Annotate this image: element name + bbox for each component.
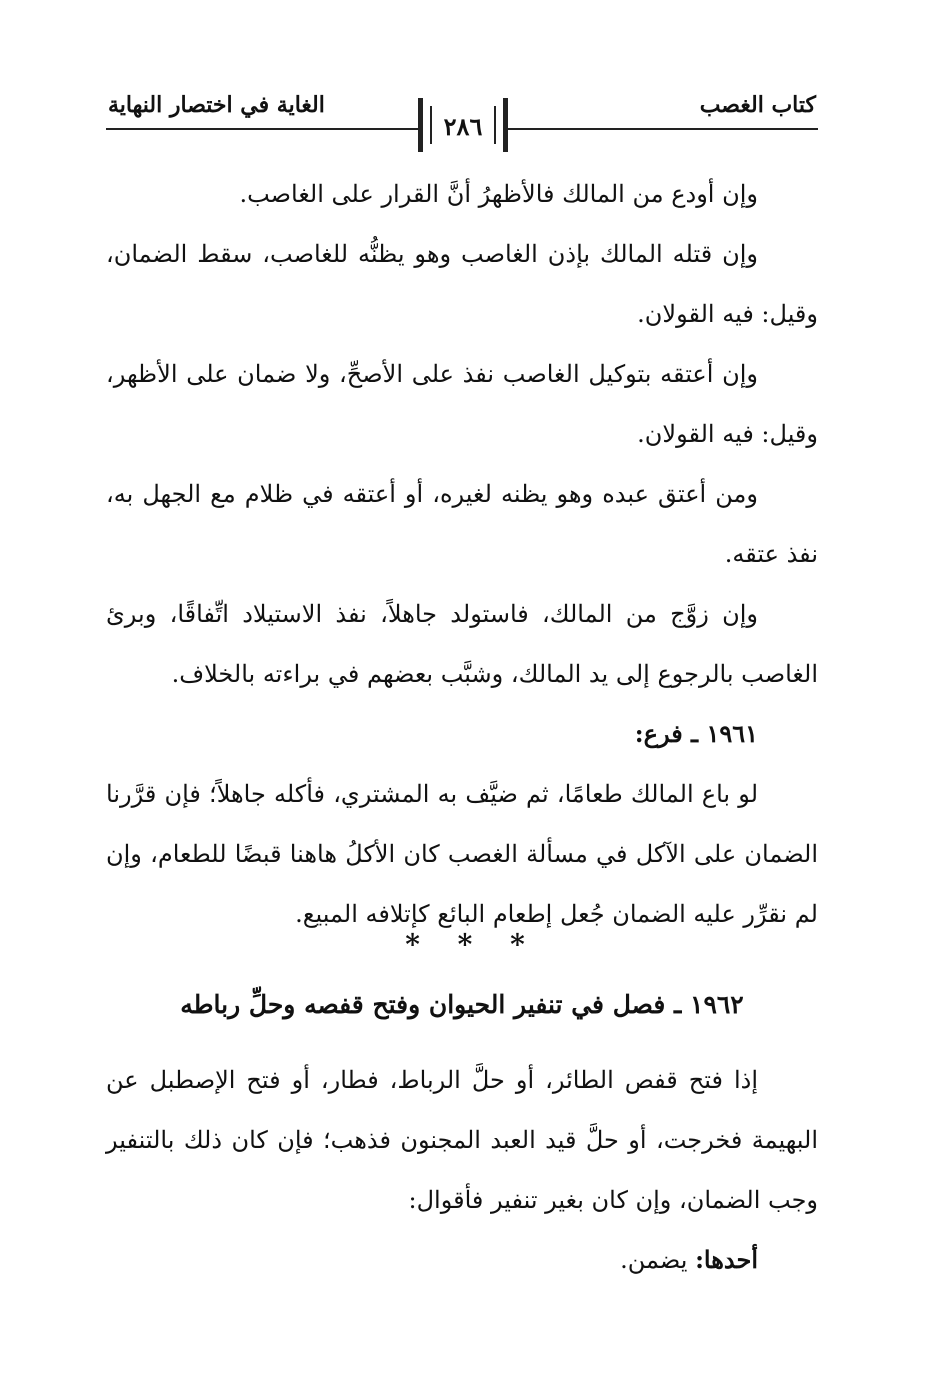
paragraph: وإن زوَّج من المالك، فاستولد جاهلاً، نفذ الاستيلاد اتِّفاقًا، وبرئ الغاصب بالرجوع إلى يد المالك، وشبَّب بعضهم في براءته بالخلاف.: [106, 600, 818, 688]
paragraph: ومن أعتق عبده وهو يظنه لغيره، أو أعتقه في ظلام مع الجهل به، نفذ عتقه.: [106, 480, 818, 568]
body-upper: [106, 164, 818, 944]
paragraph: وإن أودع من المالك فالأظهرُ أنَّ القرار على الغاصب.: [239, 180, 758, 208]
header-rule-left: [106, 128, 418, 130]
paragraph: وإن أعتقه بتوكيل الغاصب نفذ على الأصحِّ، ولا ضمان على الأظهر، وقيل: فيه القولان.: [106, 360, 818, 448]
option-label: أحدها:: [695, 1245, 758, 1274]
section-separator: * * *: [405, 928, 539, 961]
running-head-book-title: الغاية في اختصار النهاية: [108, 92, 325, 118]
paragraph: لو باع المالك طعامًا، ثم ضيَّف به المشتري، فأكله جاهلاً؛ فإن قرَّرنا الضمان على الآكل في مسألة الغصب كان الأكلُ هاهنا قبضًا للطعام، وإن لم نقرِّر عليه الضمان جُعل إطعام البائع كإتلافه المبيع.: [106, 780, 818, 928]
branch-heading: ١٩٦١ ـ فرع:: [634, 719, 758, 748]
paragraph: وإن قتله المالك بإذن الغاصب وهو يظنُّه للغاصب، سقط الضمان، وقيل: فيه القولان.: [106, 240, 818, 328]
running-head-chapter: كتاب الغصب: [699, 92, 816, 118]
section-heading: ١٩٦٢ ـ فصل في تنفير الحيوان وفتح قفصه وحلِّ رباطه: [180, 990, 744, 1019]
option-text: يضمن.: [620, 1246, 688, 1274]
page-number: ٢٨٦: [443, 112, 483, 141]
header-rule-right: [508, 128, 818, 130]
paragraph: إذا فتح قفص الطائر، أو حلَّ الرباط، فطار، أو فتح الإصطبل عن البهيمة فخرجت، أو حلَّ قيد العبد المجنون فذهب؛ فإن كان ذلك بالتنفير وجب الضمان، وإن كان بغير تنفير فأقوال:: [106, 1066, 818, 1214]
paragraph: [106, 1230, 818, 1290]
page-number-frame: [418, 98, 508, 152]
body-lower: [106, 1050, 818, 1290]
